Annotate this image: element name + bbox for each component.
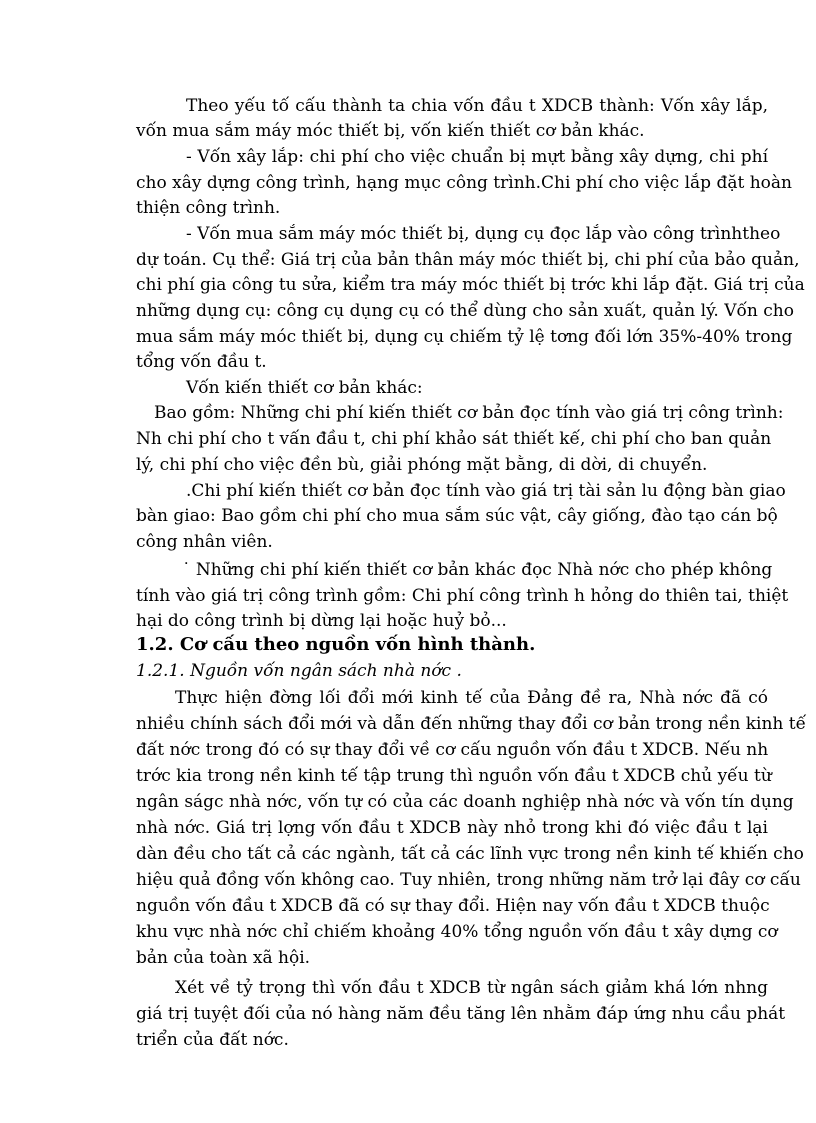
paragraph-line: bàn giao: Bao gồm chi phí cho mua sắm súc vật, cây giống, đào tạo cán bộ <box>136 506 778 526</box>
paragraph-line: tổng vốn đầu t. <box>136 352 267 372</box>
paragraph-line: Thực hiện đờng lối đổi mới kinh tế của Đảng đề ra, Nhà nớc đã có <box>175 688 768 708</box>
paragraph-line: thiện công trình. <box>136 198 281 218</box>
paragraph-line: - Vốn xây lắp: chi phí cho việc chuẩn bị mựt bằng xây dựng, chi phí <box>186 147 768 167</box>
paragraph-line: nhiều chính sách đổi mới và dẫn đến những thay đổi cơ bản trong nền kinh tế <box>136 714 807 734</box>
paragraph-line: vốn mua sắm máy móc thiết bị, vốn kiến thiết cơ bản khác. <box>136 121 645 141</box>
paragraph-line: mua sắm máy móc thiết bị, dụng cụ chiếm tỷ lệ tơng đối lớn 35%-40% trong <box>136 327 793 347</box>
paragraph-line: lý, chi phí cho việc đền bù, giải phóng mặt bằng, di dời, di chuyển. <box>136 455 708 475</box>
paragraph-line: hại do công trình bị dừng lại hoặc huỷ bỏ... <box>136 611 507 631</box>
paragraph-line: ngân ságc nhà nớc, vốn tự có của các doanh nghiệp nhà nớc và vốn tín dụng <box>136 792 794 812</box>
paragraph-line: nguồn vốn đầu t XDCB đã có sự thay đổi. Hiện nay vốn đầu t XDCB thuộc <box>136 896 770 916</box>
paragraph-line: .Chi phí kiến thiết cơ bản đọc tính vào giá trị tài sản lu động bàn giao <box>186 481 786 501</box>
paragraph-line: công nhân viên. <box>136 532 273 552</box>
paragraph-line: Nh chi phí cho t vấn đầu t, chi phí khảo sát thiết kế, chi phí cho ban quản <box>136 429 772 449</box>
paragraph-line: nhà nớc. Giá trị lợng vốn đầu t XDCB này nhỏ trong khi đó việc đầu t lại <box>136 818 768 838</box>
paragraph-line: triển của đất nớc. <box>136 1030 289 1050</box>
paragraph-line: Xét về tỷ trọng thì vốn đầu t XDCB từ ngân sách giảm khá lớn nhng <box>175 978 768 998</box>
paragraph-line: dàn đều cho tất cả các ngành, tất cả các lĩnh vực trong nền kinh tế khiến cho <box>136 844 804 864</box>
paragraph-line: trớc kia trong nền kinh tế tập trung thì nguồn vốn đầu t XDCB chủ yếu từ <box>136 766 772 786</box>
paragraph-line: cho xây dựng công trình, hạng mục công trình.Chi phí cho việc lắp đặt hoàn <box>136 173 792 193</box>
paragraph-line: bản của toàn xã hội. <box>136 948 311 968</box>
paragraph-line: ˙ Những chi phí kiến thiết cơ bản khác đọc Nhà nớc cho phép không <box>182 560 773 580</box>
paragraph-line: chi phí gia công tu sửa, kiểm tra máy móc thiết bị trớc khi lắp đặt. Giá trị của <box>136 275 805 295</box>
paragraph-line: - Vốn mua sắm máy móc thiết bị, dụng cụ đọc lắp vào công trìnhtheo <box>186 224 781 244</box>
paragraph-line: giá trị tuyệt đối của nó hàng năm đều tăng lên nhằm đáp ứng nhu cầu phát <box>136 1004 786 1024</box>
paragraph-line: tính vào giá trị công trình gồm: Chi phí công trình h hỏng do thiên tai, thiệt <box>136 586 789 606</box>
paragraph-line: dự toán. Cụ thể: Giá trị của bản thân máy móc thiết bị, chi phí của bảo quản, <box>136 250 800 270</box>
paragraph-line: Bao gồm: Những chi phí kiến thiết cơ bản đọc tính vào giá trị công trình: <box>154 403 784 423</box>
paragraph-line: hiệu quả đồng vốn không cao. Tuy nhiên, trong những năm trở lại đây cơ cấu <box>136 870 801 890</box>
paragraph-line: Vốn kiến thiết cơ bản khác: <box>186 378 423 398</box>
paragraph-line: đất nớc trong đó có sự thay đổi về cơ cấu nguồn vốn đầu t XDCB. Nếu nh <box>136 740 769 760</box>
paragraph-line: Theo yếu tố cấu thành ta chia vốn đầu t XDCB thành: Vốn xây lắp, <box>186 96 768 116</box>
section-heading: 1.2. Cơ cấu theo nguồn vốn hình thành. <box>136 634 536 655</box>
paragraph-line: những dụng cụ: công cụ dụng cụ có thể dùng cho sản xuất, quản lý. Vốn cho <box>136 301 794 321</box>
subsection-heading: 1.2.1. Nguồn vốn ngân sách nhà nớc . <box>136 661 462 681</box>
paragraph-line: khu vực nhà nớc chỉ chiếm khoảng 40% tổng nguồn vốn đầu t xây dựng cơ <box>136 922 778 942</box>
